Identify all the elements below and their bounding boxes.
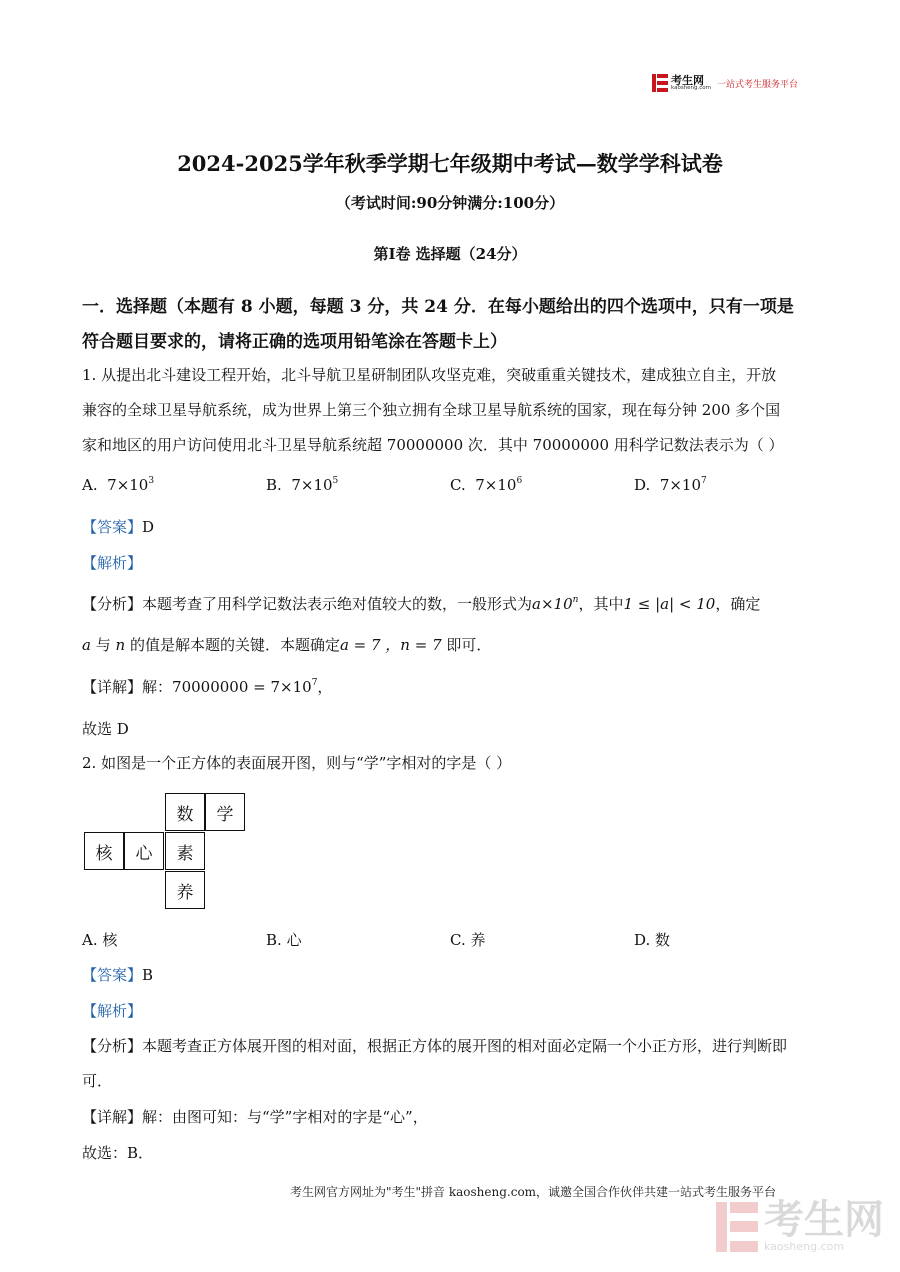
- watermark-logo-icon: [716, 1202, 758, 1252]
- q2-option-b: B. 心: [266, 931, 302, 949]
- q1-option-d: D. $7\times 10^7$: [634, 476, 707, 494]
- logo-brand: 考生网: [671, 73, 704, 87]
- q2-option-a: A. 核: [82, 931, 118, 949]
- watermark-domain: kaosheng.com: [764, 1240, 845, 1253]
- watermark: [716, 1197, 884, 1253]
- q1-stem-line1: 1. 从提出北斗建设工程开始，北斗导航卫星研制团队攻坚克难，突破重重关键技术，建成独立自主，开放: [82, 366, 777, 384]
- net-cell-yang: 养: [165, 871, 205, 909]
- net-cell-su: 素: [165, 832, 205, 870]
- q2-detail: 【详解】解：由图可知：与“学”字相对的字是“心”，: [82, 1108, 428, 1126]
- q2-option-d: D. 数: [634, 931, 671, 949]
- q2-stem: 2. 如图是一个正方体的表面展开图，则与“学”字相对的字是（ ）: [82, 754, 512, 772]
- q2-conclusion: 故选：B．: [82, 1144, 154, 1162]
- net-cell-shu: 数: [165, 793, 205, 831]
- q1-fenxi-line2: a 与 n 的值是解本题的关键．本题确定a = 7 ，n = 7 即可．: [82, 636, 492, 654]
- q2-option-c: C. 养: [450, 931, 486, 949]
- logo-domain: kaosheng.com: [671, 84, 712, 91]
- net-cell-he: 核: [84, 832, 124, 870]
- q2-fenxi-line1: 【分析】本题考查正方体展开图的相对面，根据正方体的展开图的相对面必定隔一个小正方形，进行判断即: [82, 1037, 788, 1055]
- q2-analysis-tag: 【解析】: [82, 1002, 143, 1020]
- q2-answer: 【答案】B: [82, 966, 154, 984]
- logo-slogan: 一站式考生服务平台: [717, 79, 799, 90]
- page-title: 2024-2025学年秋季学期七年级期中考试—数学学科试卷: [177, 151, 723, 176]
- kaosheng-logo-icon: [652, 74, 668, 92]
- q1-detail: 【详解】解：$70000000 = 7\times 10^7$，: [82, 678, 333, 696]
- part-title: 第Ⅰ卷 选择题（24分）: [373, 245, 527, 263]
- watermark-brand: 考生网: [764, 1197, 884, 1243]
- net-cell-xin: 心: [124, 832, 164, 870]
- q1-answer: 【答案】D: [82, 518, 155, 536]
- page-subtitle: （考试时间:90分钟满分:100分）: [335, 194, 565, 212]
- page-footer: 考生网官方网址为"考生"拼音 kaosheng.com，诚邀全国合作伙伴共建一站式考生服务平台: [290, 1185, 777, 1199]
- q1-stem-line3: 家和地区的用户访问使用北斗卫星导航系统超 70000000 次．其中 70000000 用科学记数法表示为（ ）: [82, 436, 784, 454]
- section-heading-line2: 符合题目要求的，请将正确的选项用铅笔涂在答题卡上）: [82, 332, 507, 352]
- q1-option-c: C. $7\times 10^6$: [450, 476, 523, 494]
- q2-fenxi-line2: 可．: [82, 1072, 113, 1090]
- q1-option-b: B. $7\times 10^5$: [266, 476, 339, 494]
- q1-conclusion: 故选 D: [82, 720, 129, 738]
- header-logo: [652, 72, 798, 94]
- q1-fenxi-line1: 【分析】本题考查了用科学记数法表示绝对值较大的数，一般形式为$a\times 10^n$，其中1 ≤ |a| < 10，确定: [82, 595, 761, 613]
- q1-analysis-tag: 【解析】: [82, 554, 143, 572]
- net-cell-xue: 学: [205, 793, 245, 831]
- q1-option-a: A. $7\times 10^3$: [82, 476, 155, 494]
- q1-stem-line2: 兼容的全球卫星导航系统，成为世界上第三个独立拥有全球卫星导航系统的国家，现在每分钟 200 多个国: [82, 401, 781, 419]
- section-heading-line1: 一．选择题（本题有 8 小题，每题 3 分，共 24 分．在每小题给出的四个选项中，只有一项是: [82, 297, 794, 317]
